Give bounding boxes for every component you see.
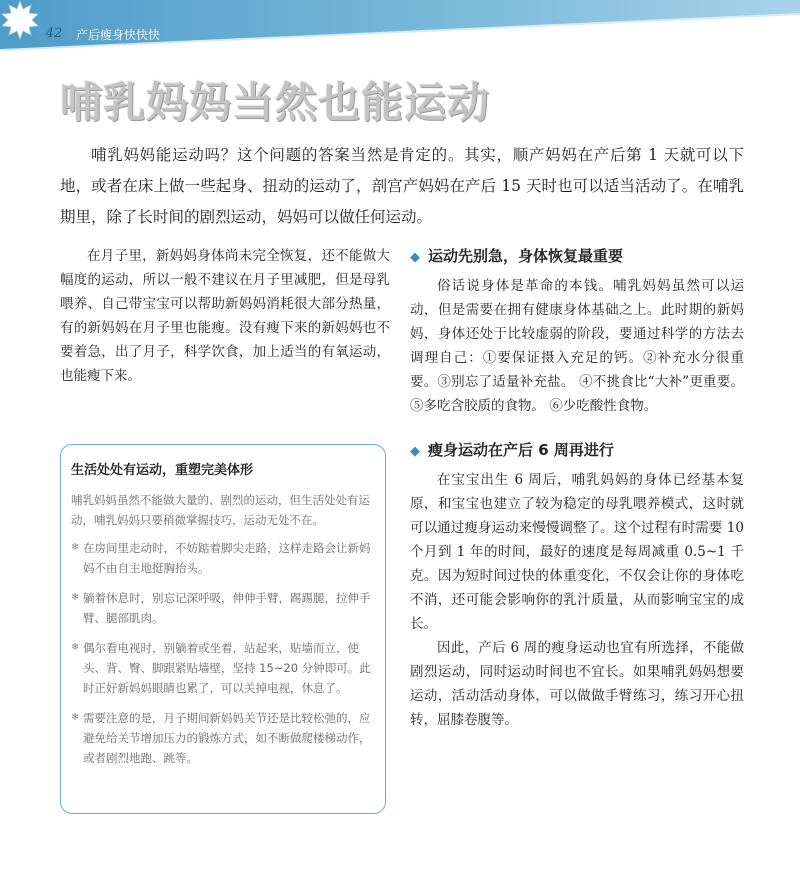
tip-item xyxy=(71,708,371,768)
snowflake-bullet-icon: ❄ xyxy=(71,542,80,553)
tip-item-text: 偶尔看电视时，别躺着或坐着，站起来，贴墙而立，使头、背、臀、脚跟紧贴墙壁，坚持 15~20 分钟即可。此时正好新妈妈眼睛也累了，可以关掉电视，休息了。 xyxy=(83,641,371,695)
section-heading-text: 运动先别急，身体恢复最重要 xyxy=(428,247,624,265)
tip-box-title: 生活处处有运动，重塑完美体形 xyxy=(71,463,254,478)
page-number: 42 xyxy=(45,26,63,41)
tip-item xyxy=(71,588,371,628)
section-heading-text: 瘦身运动在产后 6 周再进行 xyxy=(428,441,614,459)
right-column xyxy=(410,244,744,732)
tip-box-intro: 哺乳妈妈虽然不能做大量的、剧烈的运动，但生活处处有运动，哺乳妈妈只要稍微掌握技巧，运动无处不在。 xyxy=(71,493,370,527)
section-paragraph: 俗话说身体是革命的本钱。哺乳妈妈虽然可以运动，但是需要在拥有健康身体基础之上。此时期的新妈妈，身体还处于比较虚弱的阶段，要通过科学的方法去调理自己：①要保证摄入充足的钙。②补充水分很重要。③别忘了适量补充盐。 ④不挑食比“大补”更重要。⑤多吃含胶质的食物。 ⑥少吃酸性食物。 xyxy=(410,278,744,414)
section-heading xyxy=(410,244,744,268)
left-paragraph: 在月子里，新妈妈身体尚未完全恢复，还不能做大幅度的运动，所以一般不建议在月子里减肥，但是母乳喂养、自己带宝宝可以帮助新妈妈消耗很大部分热量，有的新妈妈在月子里也能瘦。没有瘦下来的新妈妈也不要着急，出了月子，科学饮食，加上适当的有氧运动，也能瘦下来。 xyxy=(60,248,390,384)
section-paragraph: 在宝宝出生 6 周后，哺乳妈妈的身体已经基本复原，和宝宝也建立了较为稳定的母乳喂养模式，这时就可以通过瘦身运动来慢慢调整了。这个过程有时需要 10 个月到 1 年的时间，最好的速度是每周减重 0.5~1 千克。因为短时间过快的体重变化，不仅会让你的身体吃不消，还可能会影响你的乳汁质量，从而影响宝宝的成长。 xyxy=(410,472,744,632)
snowflake-bullet-icon: ❄ xyxy=(71,642,80,653)
section-paragraph: 因此，产后 6 周的瘦身运动也宜有所选择，不能做剧烈运动，同时运动时间也不宜长。如果哺乳妈妈想要运动，活动活动身体，可以做做手臂练习，练习开心扭转，屈膝卷腹等。 xyxy=(410,640,744,728)
intro-paragraph: 哺乳妈妈能运动吗？这个问题的答案当然是肯定的。其实，顺产妈妈在产后第 1 天就可以下地，或者在床上做一些起身、扭动的运动了，剖宫产妈妈在产后 15 天时也可以适当活动了。在哺乳期里，除了长时间的剧烈运动，妈妈可以做任何运动。 xyxy=(60,146,744,226)
tip-item-text: 需要注意的是，月子期间新妈妈关节还是比较松弛的，应避免给关节增加压力的锻炼方式，如不断做爬楼梯动作，或者剧烈地跑、跳等。 xyxy=(83,711,371,765)
section-heading xyxy=(410,438,744,462)
tip-item xyxy=(71,538,371,578)
tip-item xyxy=(71,638,371,698)
tip-item-text: 躺着休息时，别忘记深呼吸，伸伸手臂，踢踢腿，拉伸手臂、腿部肌肉。 xyxy=(83,591,371,625)
tip-item-text: 在房间里走动时，不妨踮着脚尖走路，这样走路会让新妈妈不由自主地挺胸抬头。 xyxy=(83,541,371,575)
snowflake-bullet-icon: ❄ xyxy=(71,592,80,603)
header-band xyxy=(0,0,800,58)
page-title: 哺乳妈妈当然也能运动 xyxy=(60,78,491,127)
tip-box xyxy=(60,444,386,814)
diamond-icon: ◆ xyxy=(410,250,420,265)
snowflake-bullet-icon: ❄ xyxy=(71,712,80,723)
series-title: 产后瘦身快快快 xyxy=(76,28,161,42)
diamond-icon: ◆ xyxy=(410,444,420,459)
